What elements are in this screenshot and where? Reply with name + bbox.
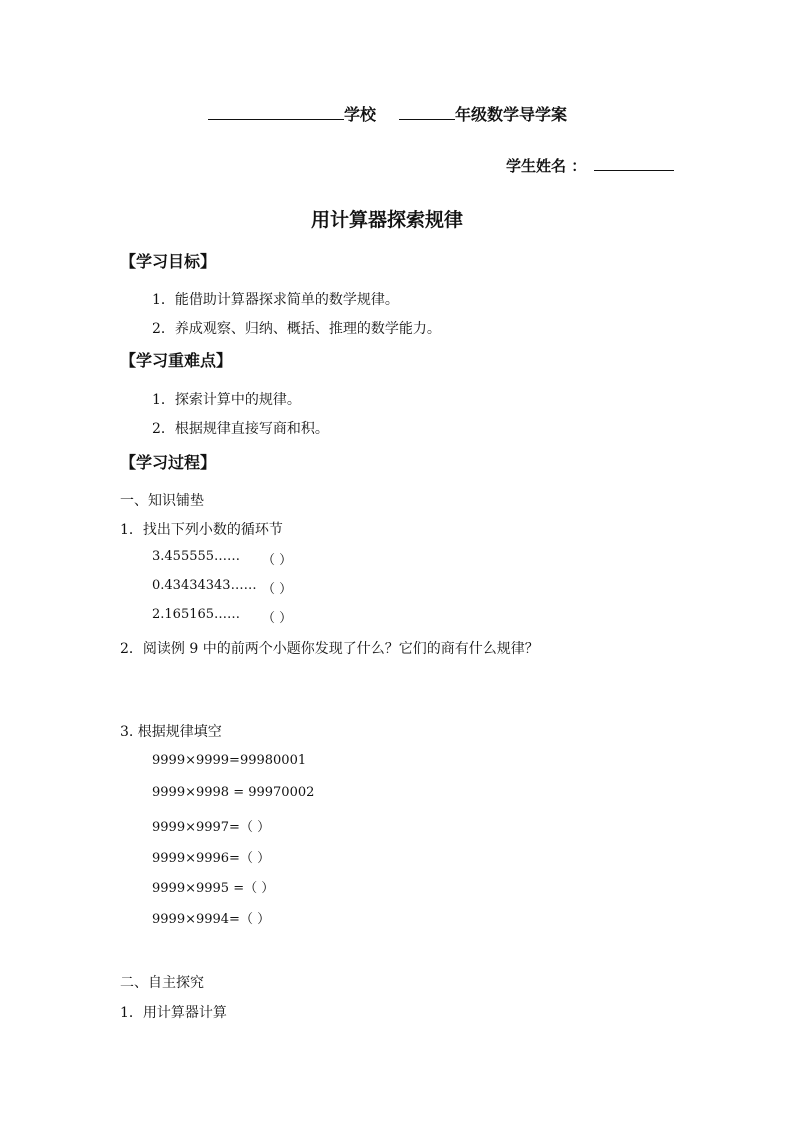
- school-blank: [208, 118, 344, 120]
- equation: 9999×9997=（ ）: [152, 820, 271, 835]
- answer-paren: （ ）: [262, 611, 293, 626]
- objective-item: 1．能借助计算器探求简单的数学规律。: [152, 292, 399, 308]
- equation: 9999×9996=（ ）: [152, 851, 271, 866]
- student-name-blank: [594, 169, 674, 171]
- answer-paren: （ ）: [262, 553, 293, 568]
- decimal-value: 0.43434343……: [152, 578, 257, 593]
- process-heading: 【学习过程】: [120, 453, 217, 472]
- decimal-value: 2.165165……: [152, 607, 241, 622]
- equation: 9999×9998 = 99970002: [152, 785, 315, 800]
- student-name-label: 学生姓名 ：: [506, 157, 587, 175]
- page-title: 用计算器探索规律: [311, 209, 464, 231]
- part2-question-1: 1．用计算器计算: [120, 1005, 227, 1021]
- answer-paren: （ ）: [262, 582, 293, 597]
- part1-title: 一、知识铺垫: [120, 493, 204, 509]
- part2-title: 二、自主探究: [120, 975, 204, 991]
- decimal-value: 3.455555……: [152, 549, 241, 564]
- key-point-item: 2．根据规律直接写商和积。: [152, 421, 329, 437]
- grade-blank: [399, 118, 455, 120]
- equation: 9999×9994=（ ）: [152, 912, 271, 927]
- objective-item: 2．养成观察、归纳、概括、推理的数学能力。: [152, 321, 441, 337]
- grade-header: [399, 102, 567, 125]
- question-3: 3. 根据规律填空: [120, 724, 222, 740]
- doc-series-title: 年级数学导学案: [455, 105, 568, 124]
- key-point-item: 1．探索计算中的规律。: [152, 392, 301, 408]
- school-label: 学校: [344, 105, 377, 124]
- student-name-row: [506, 155, 674, 176]
- school-header: [208, 102, 376, 125]
- question-1: 1．找出下列小数的循环节: [120, 522, 283, 538]
- objectives-heading: 【学习目标】: [120, 252, 217, 271]
- equation: 9999×9999=99980001: [152, 753, 307, 768]
- key-points-heading: 【学习重难点】: [120, 351, 233, 370]
- question-2: 2．阅读例 9 中的前两个小题你发现了什么？它们的商有什么规律？: [120, 641, 539, 657]
- equation: 9999×9995 =（ ）: [152, 881, 275, 896]
